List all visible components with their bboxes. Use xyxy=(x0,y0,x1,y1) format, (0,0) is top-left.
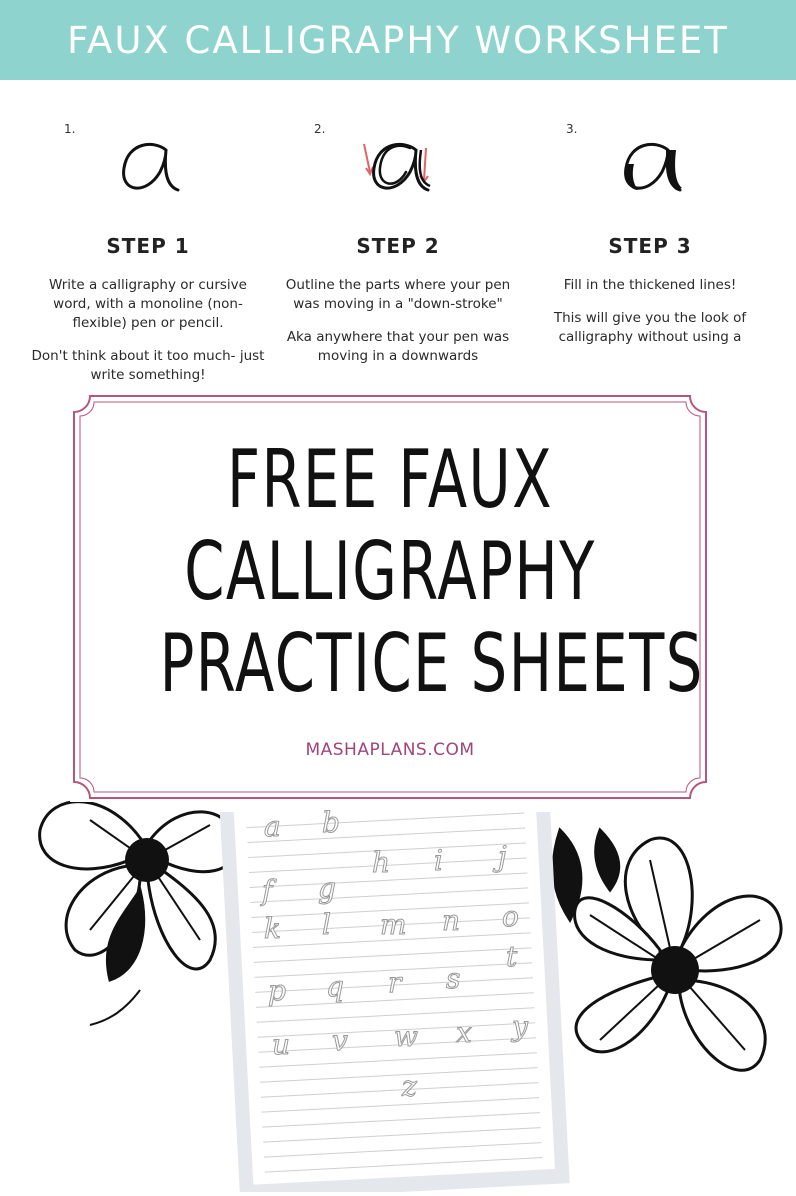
step-2 xyxy=(278,120,518,366)
practice-letter: m xyxy=(380,908,407,941)
step-3 xyxy=(530,120,770,347)
step-description: Fill in the thickened lines! xyxy=(563,277,737,293)
practice-letter: b xyxy=(322,806,340,839)
step-number: 1. xyxy=(64,122,76,136)
headline-line-1: FREE FAUX xyxy=(226,433,554,526)
practice-letter: i xyxy=(434,844,443,877)
practice-letter: r xyxy=(388,966,402,999)
practice-letter: x xyxy=(456,1016,472,1049)
headline-line-2: CALLIGRAPHY xyxy=(184,525,596,618)
practice-letter: s xyxy=(446,962,461,995)
practice-sheet-preview xyxy=(212,806,580,1192)
header-banner xyxy=(0,0,796,80)
practice-letter: u xyxy=(272,1028,291,1061)
practice-letter: a xyxy=(264,810,281,843)
practice-letter: f xyxy=(262,874,273,907)
card-headline xyxy=(159,433,704,710)
step-note: Aka anywhere that your pen was moving in a downwards xyxy=(286,329,510,364)
step-number: 3. xyxy=(566,122,578,136)
step-note: This will give you the look of calligraphy without using a xyxy=(553,310,747,345)
banner-title: FAUX CALLIGRAPHY WORKSHEET xyxy=(67,18,729,62)
practice-letter: v xyxy=(332,1024,348,1057)
title-card xyxy=(70,392,710,802)
practice-letter: h xyxy=(372,846,391,879)
practice-letter: t xyxy=(506,940,518,973)
practice-letter: q xyxy=(326,970,344,1003)
practice-letter: j xyxy=(498,840,507,873)
practice-letter: k xyxy=(264,912,281,945)
practice-letter: y xyxy=(512,1010,528,1043)
step-1 xyxy=(28,120,268,385)
practice-letter: z xyxy=(402,1070,417,1103)
practice-letter: n xyxy=(442,904,461,937)
practice-letter: l xyxy=(322,908,331,941)
step-number: 2. xyxy=(314,122,326,136)
practice-letter: w xyxy=(394,1020,418,1053)
step-title: STEP 1 xyxy=(106,234,190,258)
step-description: Outline the parts where your pen was moving in a "down-stroke" xyxy=(285,277,511,312)
step-note: Don't think about it too much- just write something! xyxy=(31,348,265,383)
step-title: STEP 3 xyxy=(608,234,692,258)
step-title: STEP 2 xyxy=(356,234,440,258)
step-description: Write a calligraphy or cursive word, with a monoline (non-flexible) pen or pencil. xyxy=(49,277,247,331)
practice-letter: p xyxy=(268,974,286,1007)
practice-letter: g xyxy=(318,872,336,905)
headline-line-3: PRACTICE SHEETS xyxy=(159,617,704,710)
practice-letter: o xyxy=(502,900,519,933)
website-label: MASHAPLANS.COM xyxy=(305,740,475,760)
